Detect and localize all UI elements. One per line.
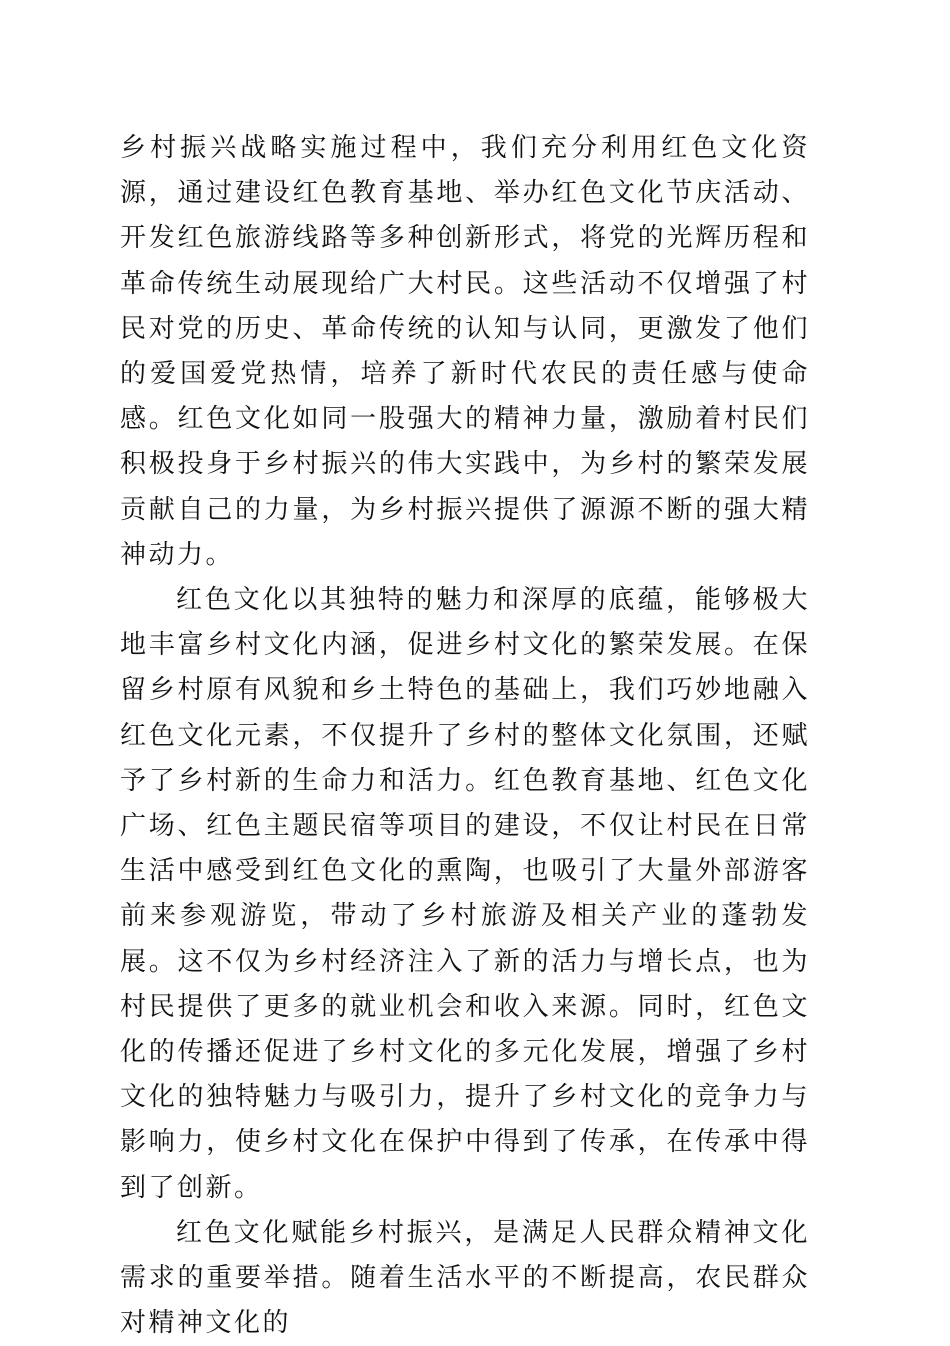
paragraph-3: 红色文化赋能乡村振兴，是满足人民群众精神文化需求的重要举措。随着生活水平的不断提高，农民群众对精神文化的 <box>120 1217 810 1339</box>
body-text <box>120 126 810 1346</box>
paragraph-2: 红色文化以其独特的魅力和深厚的底蕴，能够极大地丰富乡村文化内涵，促进乡村文化的繁荣发展。在保留乡村原有风貌和乡土特色的基础上，我们巧妙地融入红色文化元素，不仅提升了乡村的整体文化氛围，还赋予了乡村新的生命力和活力。红色教育基地、红色文化广场、红色主题民宿等项目的建设，不仅让村民在日常生活中感受到红色文化的熏陶，也吸引了大量外部游客前来参观游览，带动了乡村旅游及相关产业的蓬勃发展。这不仅为乡村经济注入了新的活力与增长点，也为村民提供了更多的就业机会和收入来源。同时，红色文化的传播还促进了乡村文化的多元化发展，增强了乡村文化的独特魅力与吸引力，提升了乡村文化的竞争力与影响力，使乡村文化在保护中得到了传承，在传承中得到了创新。 <box>120 585 810 1203</box>
paragraph-1: 乡村振兴战略实施过程中，我们充分利用红色文化资源，通过建设红色教育基地、举办红色文化节庆活动、开发红色旅游线路等多种创新形式，将党的光辉历程和革命传统生动展现给广大村民。这些活动不仅增强了村民对党的历史、革命传统的认知与认同，更激发了他们的爱国爱党热情，培养了新时代农民的责任感与使命感。红色文化如同一股强大的精神力量，激励着村民们积极投身于乡村振兴的伟大实践中，为乡村的繁荣发展贡献自己的力量，为乡村振兴提供了源源不断的强大精神动力。 <box>120 133 810 570</box>
